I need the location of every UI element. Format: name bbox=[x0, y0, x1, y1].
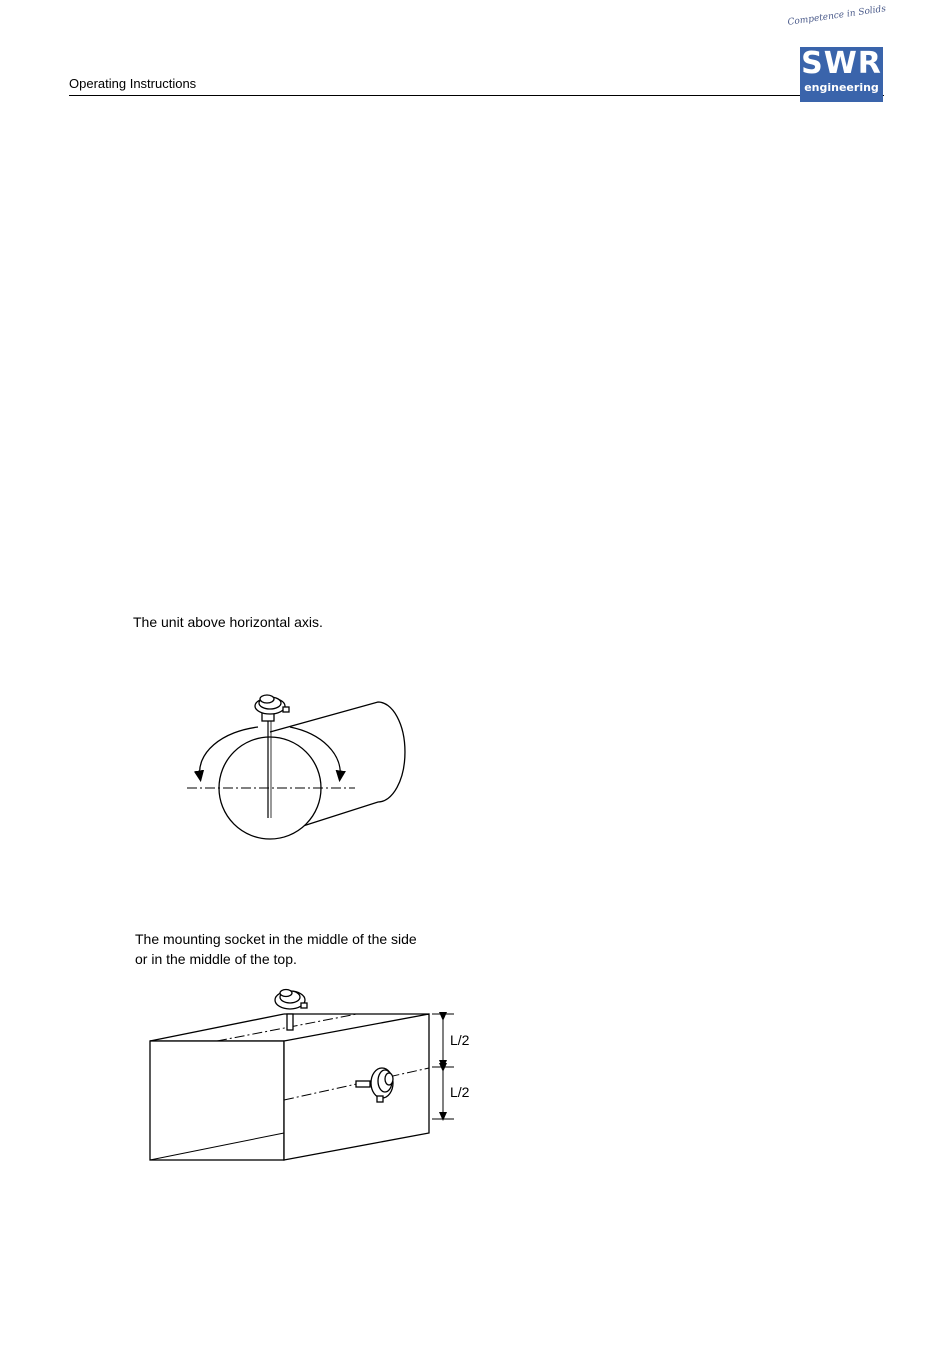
duct-front-face bbox=[150, 1041, 284, 1160]
pipe-end-circle bbox=[219, 737, 321, 839]
figure2-caption-line1: The mounting socket in the middle of the side bbox=[135, 931, 417, 947]
figure2-caption-line2: or in the middle of the top. bbox=[135, 951, 297, 967]
figure1-pipe-diagram bbox=[187, 695, 405, 839]
logo-sub-text: engineering bbox=[804, 81, 879, 94]
top-sensor-icon bbox=[275, 990, 307, 1031]
logo-tagline: Competence in Solids bbox=[787, 4, 887, 28]
header-title: Operating Instructions bbox=[69, 76, 197, 91]
logo-main-text: SWR bbox=[801, 46, 882, 81]
figure2-duct-diagram bbox=[150, 990, 454, 1161]
sensor-head-icon bbox=[255, 695, 289, 721]
dimension-label-upper: L/2 bbox=[450, 1032, 470, 1048]
figure1-caption: The unit above horizontal axis. bbox=[133, 614, 323, 630]
duct-top-back-edge bbox=[150, 1014, 284, 1041]
dimension-label-lower: L/2 bbox=[450, 1084, 470, 1100]
